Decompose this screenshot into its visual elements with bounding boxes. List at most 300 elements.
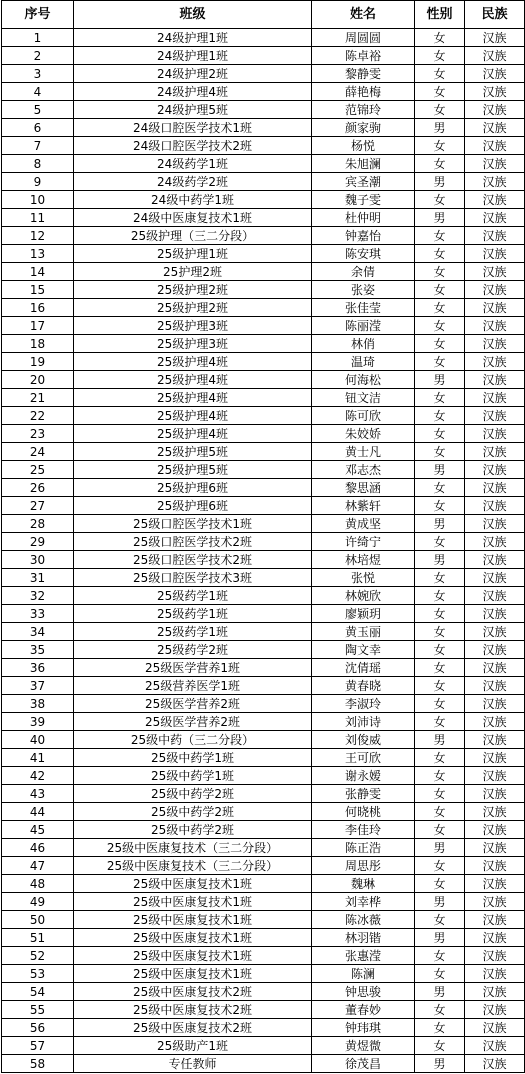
cell-name: 钟思骏 xyxy=(312,983,415,1001)
cell-index: 10 xyxy=(2,191,74,209)
cell-index: 1 xyxy=(2,29,74,47)
table-row xyxy=(2,623,525,641)
table-header xyxy=(2,1,525,29)
cell-index: 16 xyxy=(2,299,74,317)
table-row xyxy=(2,1001,525,1019)
header-gender: 性别 xyxy=(415,1,465,29)
table-row xyxy=(2,425,525,443)
cell-ethnicity: 汉族 xyxy=(465,137,525,155)
table-row xyxy=(2,119,525,137)
cell-gender: 女 xyxy=(415,137,465,155)
table-row xyxy=(2,785,525,803)
cell-ethnicity: 汉族 xyxy=(465,767,525,785)
cell-class: 25级药学1班 xyxy=(74,587,312,605)
header-name: 姓名 xyxy=(312,1,415,29)
cell-gender: 男 xyxy=(415,839,465,857)
table-row xyxy=(2,371,525,389)
cell-ethnicity: 汉族 xyxy=(465,875,525,893)
cell-class: 24级口腔医学技术2班 xyxy=(74,137,312,155)
cell-gender: 女 xyxy=(415,695,465,713)
cell-ethnicity: 汉族 xyxy=(465,947,525,965)
table-row xyxy=(2,731,525,749)
cell-class: 25级医学营养2班 xyxy=(74,695,312,713)
cell-index: 55 xyxy=(2,1001,74,1019)
cell-index: 39 xyxy=(2,713,74,731)
cell-ethnicity: 汉族 xyxy=(465,713,525,731)
cell-name: 周思彤 xyxy=(312,857,415,875)
cell-class: 25级中药学2班 xyxy=(74,821,312,839)
cell-gender: 女 xyxy=(415,947,465,965)
cell-ethnicity: 汉族 xyxy=(465,191,525,209)
cell-gender: 女 xyxy=(415,155,465,173)
cell-index: 35 xyxy=(2,641,74,659)
cell-index: 27 xyxy=(2,497,74,515)
cell-gender: 女 xyxy=(415,443,465,461)
cell-index: 15 xyxy=(2,281,74,299)
cell-index: 43 xyxy=(2,785,74,803)
cell-index: 12 xyxy=(2,227,74,245)
cell-index: 21 xyxy=(2,389,74,407)
cell-class: 25级护理2班 xyxy=(74,281,312,299)
cell-ethnicity: 汉族 xyxy=(465,839,525,857)
cell-class: 25级护理6班 xyxy=(74,479,312,497)
cell-index: 44 xyxy=(2,803,74,821)
cell-gender: 女 xyxy=(415,821,465,839)
cell-ethnicity: 汉族 xyxy=(465,515,525,533)
cell-class: 25级中医康复技术1班 xyxy=(74,911,312,929)
cell-name: 刘幸桦 xyxy=(312,893,415,911)
header-index: 序号 xyxy=(2,1,74,29)
cell-name: 谢永嫒 xyxy=(312,767,415,785)
table-row xyxy=(2,965,525,983)
cell-ethnicity: 汉族 xyxy=(465,695,525,713)
cell-class: 25级护理（三二分段） xyxy=(74,227,312,245)
table-row xyxy=(2,605,525,623)
cell-class: 25级口腔医学技术1班 xyxy=(74,515,312,533)
cell-name: 徐茂昌 xyxy=(312,1055,415,1073)
cell-name: 黄成坚 xyxy=(312,515,415,533)
cell-index: 24 xyxy=(2,443,74,461)
cell-gender: 女 xyxy=(415,281,465,299)
cell-gender: 女 xyxy=(415,425,465,443)
table-row xyxy=(2,407,525,425)
cell-ethnicity: 汉族 xyxy=(465,533,525,551)
cell-ethnicity: 汉族 xyxy=(465,29,525,47)
cell-index: 34 xyxy=(2,623,74,641)
cell-name: 王可欣 xyxy=(312,749,415,767)
cell-gender: 女 xyxy=(415,191,465,209)
cell-class: 24级中药学1班 xyxy=(74,191,312,209)
cell-gender: 女 xyxy=(415,263,465,281)
cell-class: 25级口腔医学技术2班 xyxy=(74,551,312,569)
cell-name: 陈澜 xyxy=(312,965,415,983)
cell-index: 51 xyxy=(2,929,74,947)
table-row xyxy=(2,515,525,533)
cell-name: 陈丽滢 xyxy=(312,317,415,335)
cell-name: 魏琳 xyxy=(312,875,415,893)
cell-gender: 女 xyxy=(415,587,465,605)
cell-ethnicity: 汉族 xyxy=(465,785,525,803)
cell-gender: 女 xyxy=(415,407,465,425)
cell-gender: 男 xyxy=(415,929,465,947)
cell-index: 26 xyxy=(2,479,74,497)
table-row xyxy=(2,911,525,929)
table-row xyxy=(2,335,525,353)
cell-ethnicity: 汉族 xyxy=(465,641,525,659)
cell-class: 专任教师 xyxy=(74,1055,312,1073)
cell-gender: 女 xyxy=(415,875,465,893)
cell-ethnicity: 汉族 xyxy=(465,65,525,83)
cell-name: 颜家驹 xyxy=(312,119,415,137)
cell-name: 陈冰薇 xyxy=(312,911,415,929)
cell-ethnicity: 汉族 xyxy=(465,1019,525,1037)
cell-name: 陈正浩 xyxy=(312,839,415,857)
cell-gender: 女 xyxy=(415,299,465,317)
table-row xyxy=(2,983,525,1001)
cell-class: 25级护理6班 xyxy=(74,497,312,515)
header-row xyxy=(2,1,525,29)
cell-index: 19 xyxy=(2,353,74,371)
cell-index: 4 xyxy=(2,83,74,101)
cell-gender: 女 xyxy=(415,335,465,353)
cell-gender: 男 xyxy=(415,893,465,911)
cell-index: 40 xyxy=(2,731,74,749)
header-class: 班级 xyxy=(74,1,312,29)
cell-name: 刘沛诗 xyxy=(312,713,415,731)
cell-index: 5 xyxy=(2,101,74,119)
cell-ethnicity: 汉族 xyxy=(465,911,525,929)
cell-class: 25级中药学2班 xyxy=(74,785,312,803)
cell-gender: 女 xyxy=(415,767,465,785)
table-row xyxy=(2,443,525,461)
cell-ethnicity: 汉族 xyxy=(465,1037,525,1055)
cell-ethnicity: 汉族 xyxy=(465,623,525,641)
cell-name: 董春妙 xyxy=(312,1001,415,1019)
cell-gender: 女 xyxy=(415,389,465,407)
cell-index: 31 xyxy=(2,569,74,587)
cell-index: 45 xyxy=(2,821,74,839)
table-row xyxy=(2,47,525,65)
cell-gender: 女 xyxy=(415,1037,465,1055)
table-row xyxy=(2,533,525,551)
table-row xyxy=(2,929,525,947)
table-row xyxy=(2,713,525,731)
cell-class: 24级护理5班 xyxy=(74,101,312,119)
cell-index: 9 xyxy=(2,173,74,191)
cell-gender: 女 xyxy=(415,317,465,335)
cell-index: 14 xyxy=(2,263,74,281)
cell-index: 32 xyxy=(2,587,74,605)
table-row xyxy=(2,245,525,263)
table-row xyxy=(2,497,525,515)
cell-class: 25级护理4班 xyxy=(74,389,312,407)
cell-ethnicity: 汉族 xyxy=(465,209,525,227)
cell-gender: 女 xyxy=(415,29,465,47)
table-row xyxy=(2,389,525,407)
table-row xyxy=(2,677,525,695)
cell-ethnicity: 汉族 xyxy=(465,983,525,1001)
cell-class: 25级中医康复技术2班 xyxy=(74,983,312,1001)
student-table xyxy=(1,0,525,1073)
cell-name: 黄玉丽 xyxy=(312,623,415,641)
table-row xyxy=(2,317,525,335)
cell-class: 25护理2班 xyxy=(74,263,312,281)
cell-ethnicity: 汉族 xyxy=(465,155,525,173)
cell-gender: 女 xyxy=(415,623,465,641)
cell-name: 沈倩瑶 xyxy=(312,659,415,677)
cell-gender: 女 xyxy=(415,227,465,245)
cell-name: 余倩 xyxy=(312,263,415,281)
cell-ethnicity: 汉族 xyxy=(465,479,525,497)
cell-gender: 男 xyxy=(415,371,465,389)
cell-class: 24级药学1班 xyxy=(74,155,312,173)
cell-ethnicity: 汉族 xyxy=(465,857,525,875)
table-row xyxy=(2,641,525,659)
table-row xyxy=(2,137,525,155)
table-row xyxy=(2,299,525,317)
cell-ethnicity: 汉族 xyxy=(465,47,525,65)
cell-index: 11 xyxy=(2,209,74,227)
cell-name: 李佳玲 xyxy=(312,821,415,839)
cell-name: 钟嘉怡 xyxy=(312,227,415,245)
cell-name: 林俏 xyxy=(312,335,415,353)
cell-class: 25级护理1班 xyxy=(74,245,312,263)
cell-gender: 女 xyxy=(415,965,465,983)
cell-name: 陶文幸 xyxy=(312,641,415,659)
cell-class: 25级中医康复技术1班 xyxy=(74,893,312,911)
cell-name: 许绮宁 xyxy=(312,533,415,551)
cell-ethnicity: 汉族 xyxy=(465,317,525,335)
cell-name: 何海松 xyxy=(312,371,415,389)
table-row xyxy=(2,227,525,245)
cell-ethnicity: 汉族 xyxy=(465,425,525,443)
cell-index: 41 xyxy=(2,749,74,767)
cell-name: 林羽锴 xyxy=(312,929,415,947)
cell-index: 28 xyxy=(2,515,74,533)
cell-name: 黄春晓 xyxy=(312,677,415,695)
cell-index: 52 xyxy=(2,947,74,965)
cell-class: 25级护理4班 xyxy=(74,407,312,425)
cell-name: 张佳莹 xyxy=(312,299,415,317)
cell-class: 25级护理5班 xyxy=(74,461,312,479)
cell-gender: 女 xyxy=(415,479,465,497)
cell-gender: 男 xyxy=(415,515,465,533)
cell-gender: 女 xyxy=(415,569,465,587)
table-row xyxy=(2,569,525,587)
cell-class: 24级护理2班 xyxy=(74,65,312,83)
table-row xyxy=(2,83,525,101)
cell-class: 25级中医康复技术1班 xyxy=(74,875,312,893)
cell-class: 25级中药学1班 xyxy=(74,749,312,767)
table-row xyxy=(2,839,525,857)
cell-class: 25级药学1班 xyxy=(74,605,312,623)
table-row xyxy=(2,893,525,911)
table-row xyxy=(2,209,525,227)
cell-index: 2 xyxy=(2,47,74,65)
cell-ethnicity: 汉族 xyxy=(465,749,525,767)
cell-gender: 男 xyxy=(415,1055,465,1073)
cell-ethnicity: 汉族 xyxy=(465,245,525,263)
cell-gender: 女 xyxy=(415,497,465,515)
cell-gender: 女 xyxy=(415,65,465,83)
cell-gender: 男 xyxy=(415,551,465,569)
table-row xyxy=(2,857,525,875)
cell-name: 范锦玲 xyxy=(312,101,415,119)
cell-name: 杨悦 xyxy=(312,137,415,155)
cell-name: 李淑玲 xyxy=(312,695,415,713)
cell-name: 黎静雯 xyxy=(312,65,415,83)
cell-class: 24级药学2班 xyxy=(74,173,312,191)
cell-ethnicity: 汉族 xyxy=(465,551,525,569)
cell-class: 25级中医康复技术1班 xyxy=(74,929,312,947)
cell-name: 宾圣潮 xyxy=(312,173,415,191)
table-row xyxy=(2,353,525,371)
cell-name: 陈可欣 xyxy=(312,407,415,425)
cell-class: 25级中药（三二分段） xyxy=(74,731,312,749)
cell-index: 46 xyxy=(2,839,74,857)
cell-name: 薛艳梅 xyxy=(312,83,415,101)
cell-class: 25级口腔医学技术3班 xyxy=(74,569,312,587)
cell-index: 48 xyxy=(2,875,74,893)
cell-name: 邓志杰 xyxy=(312,461,415,479)
cell-ethnicity: 汉族 xyxy=(465,1055,525,1073)
cell-class: 25级营养医学1班 xyxy=(74,677,312,695)
cell-ethnicity: 汉族 xyxy=(465,965,525,983)
cell-index: 38 xyxy=(2,695,74,713)
cell-index: 42 xyxy=(2,767,74,785)
cell-index: 47 xyxy=(2,857,74,875)
cell-ethnicity: 汉族 xyxy=(465,173,525,191)
cell-ethnicity: 汉族 xyxy=(465,407,525,425)
cell-name: 陈安琪 xyxy=(312,245,415,263)
table-row xyxy=(2,65,525,83)
cell-class: 25级药学2班 xyxy=(74,641,312,659)
cell-ethnicity: 汉族 xyxy=(465,227,525,245)
cell-gender: 女 xyxy=(415,803,465,821)
table-row xyxy=(2,1055,525,1073)
cell-class: 25级口腔医学技术2班 xyxy=(74,533,312,551)
cell-gender: 男 xyxy=(415,731,465,749)
cell-class: 25级护理4班 xyxy=(74,353,312,371)
cell-index: 23 xyxy=(2,425,74,443)
cell-index: 25 xyxy=(2,461,74,479)
table-body xyxy=(2,29,525,1073)
cell-ethnicity: 汉族 xyxy=(465,101,525,119)
cell-index: 57 xyxy=(2,1037,74,1055)
cell-name: 钮文洁 xyxy=(312,389,415,407)
cell-gender: 女 xyxy=(415,857,465,875)
cell-name: 廖颖玥 xyxy=(312,605,415,623)
cell-name: 张姿 xyxy=(312,281,415,299)
table-row xyxy=(2,749,525,767)
cell-index: 17 xyxy=(2,317,74,335)
cell-gender: 女 xyxy=(415,677,465,695)
cell-class: 24级口腔医学技术1班 xyxy=(74,119,312,137)
cell-name: 陈卓裕 xyxy=(312,47,415,65)
cell-name: 钟玮琪 xyxy=(312,1019,415,1037)
cell-gender: 女 xyxy=(415,641,465,659)
table-row xyxy=(2,551,525,569)
cell-gender: 女 xyxy=(415,353,465,371)
cell-name: 黄煜微 xyxy=(312,1037,415,1055)
cell-gender: 女 xyxy=(415,605,465,623)
cell-name: 林培煜 xyxy=(312,551,415,569)
cell-ethnicity: 汉族 xyxy=(465,281,525,299)
cell-gender: 女 xyxy=(415,47,465,65)
table-row xyxy=(2,1019,525,1037)
cell-name: 朱旭澜 xyxy=(312,155,415,173)
cell-ethnicity: 汉族 xyxy=(465,605,525,623)
cell-index: 22 xyxy=(2,407,74,425)
cell-name: 黎思涵 xyxy=(312,479,415,497)
cell-class: 25级中医康复技术1班 xyxy=(74,965,312,983)
cell-class: 25级医学营养1班 xyxy=(74,659,312,677)
table-row xyxy=(2,461,525,479)
cell-ethnicity: 汉族 xyxy=(465,263,525,281)
cell-class: 25级中药学2班 xyxy=(74,803,312,821)
cell-ethnicity: 汉族 xyxy=(465,569,525,587)
cell-name: 林婉欣 xyxy=(312,587,415,605)
cell-class: 25级助产1班 xyxy=(74,1037,312,1055)
table-row xyxy=(2,695,525,713)
cell-ethnicity: 汉族 xyxy=(465,1001,525,1019)
cell-index: 20 xyxy=(2,371,74,389)
cell-class: 25级护理3班 xyxy=(74,335,312,353)
cell-gender: 女 xyxy=(415,749,465,767)
cell-gender: 女 xyxy=(415,713,465,731)
cell-name: 刘俊威 xyxy=(312,731,415,749)
cell-index: 33 xyxy=(2,605,74,623)
cell-index: 54 xyxy=(2,983,74,1001)
cell-index: 8 xyxy=(2,155,74,173)
table-row xyxy=(2,803,525,821)
table-row xyxy=(2,101,525,119)
cell-class: 25级中医康复技术2班 xyxy=(74,1019,312,1037)
cell-ethnicity: 汉族 xyxy=(465,335,525,353)
header-ethnicity: 民族 xyxy=(465,1,525,29)
cell-index: 3 xyxy=(2,65,74,83)
cell-class: 25级护理4班 xyxy=(74,425,312,443)
cell-gender: 女 xyxy=(415,659,465,677)
table-row xyxy=(2,821,525,839)
cell-ethnicity: 汉族 xyxy=(465,677,525,695)
cell-class: 25级护理2班 xyxy=(74,299,312,317)
table-row xyxy=(2,947,525,965)
cell-class: 25级护理4班 xyxy=(74,371,312,389)
cell-class: 24级中医康复技术1班 xyxy=(74,209,312,227)
cell-ethnicity: 汉族 xyxy=(465,731,525,749)
cell-gender: 女 xyxy=(415,911,465,929)
cell-class: 25级中医康复技术1班 xyxy=(74,947,312,965)
cell-class: 25级医学营养2班 xyxy=(74,713,312,731)
cell-index: 49 xyxy=(2,893,74,911)
cell-gender: 女 xyxy=(415,245,465,263)
table-row xyxy=(2,263,525,281)
cell-gender: 女 xyxy=(415,1019,465,1037)
cell-name: 杜仲明 xyxy=(312,209,415,227)
cell-index: 56 xyxy=(2,1019,74,1037)
cell-ethnicity: 汉族 xyxy=(465,659,525,677)
cell-gender: 女 xyxy=(415,785,465,803)
cell-ethnicity: 汉族 xyxy=(465,461,525,479)
cell-class: 25级中药学1班 xyxy=(74,767,312,785)
cell-name: 朱姣娇 xyxy=(312,425,415,443)
cell-index: 6 xyxy=(2,119,74,137)
cell-gender: 女 xyxy=(415,1001,465,1019)
table-row xyxy=(2,875,525,893)
cell-gender: 男 xyxy=(415,119,465,137)
cell-gender: 男 xyxy=(415,461,465,479)
